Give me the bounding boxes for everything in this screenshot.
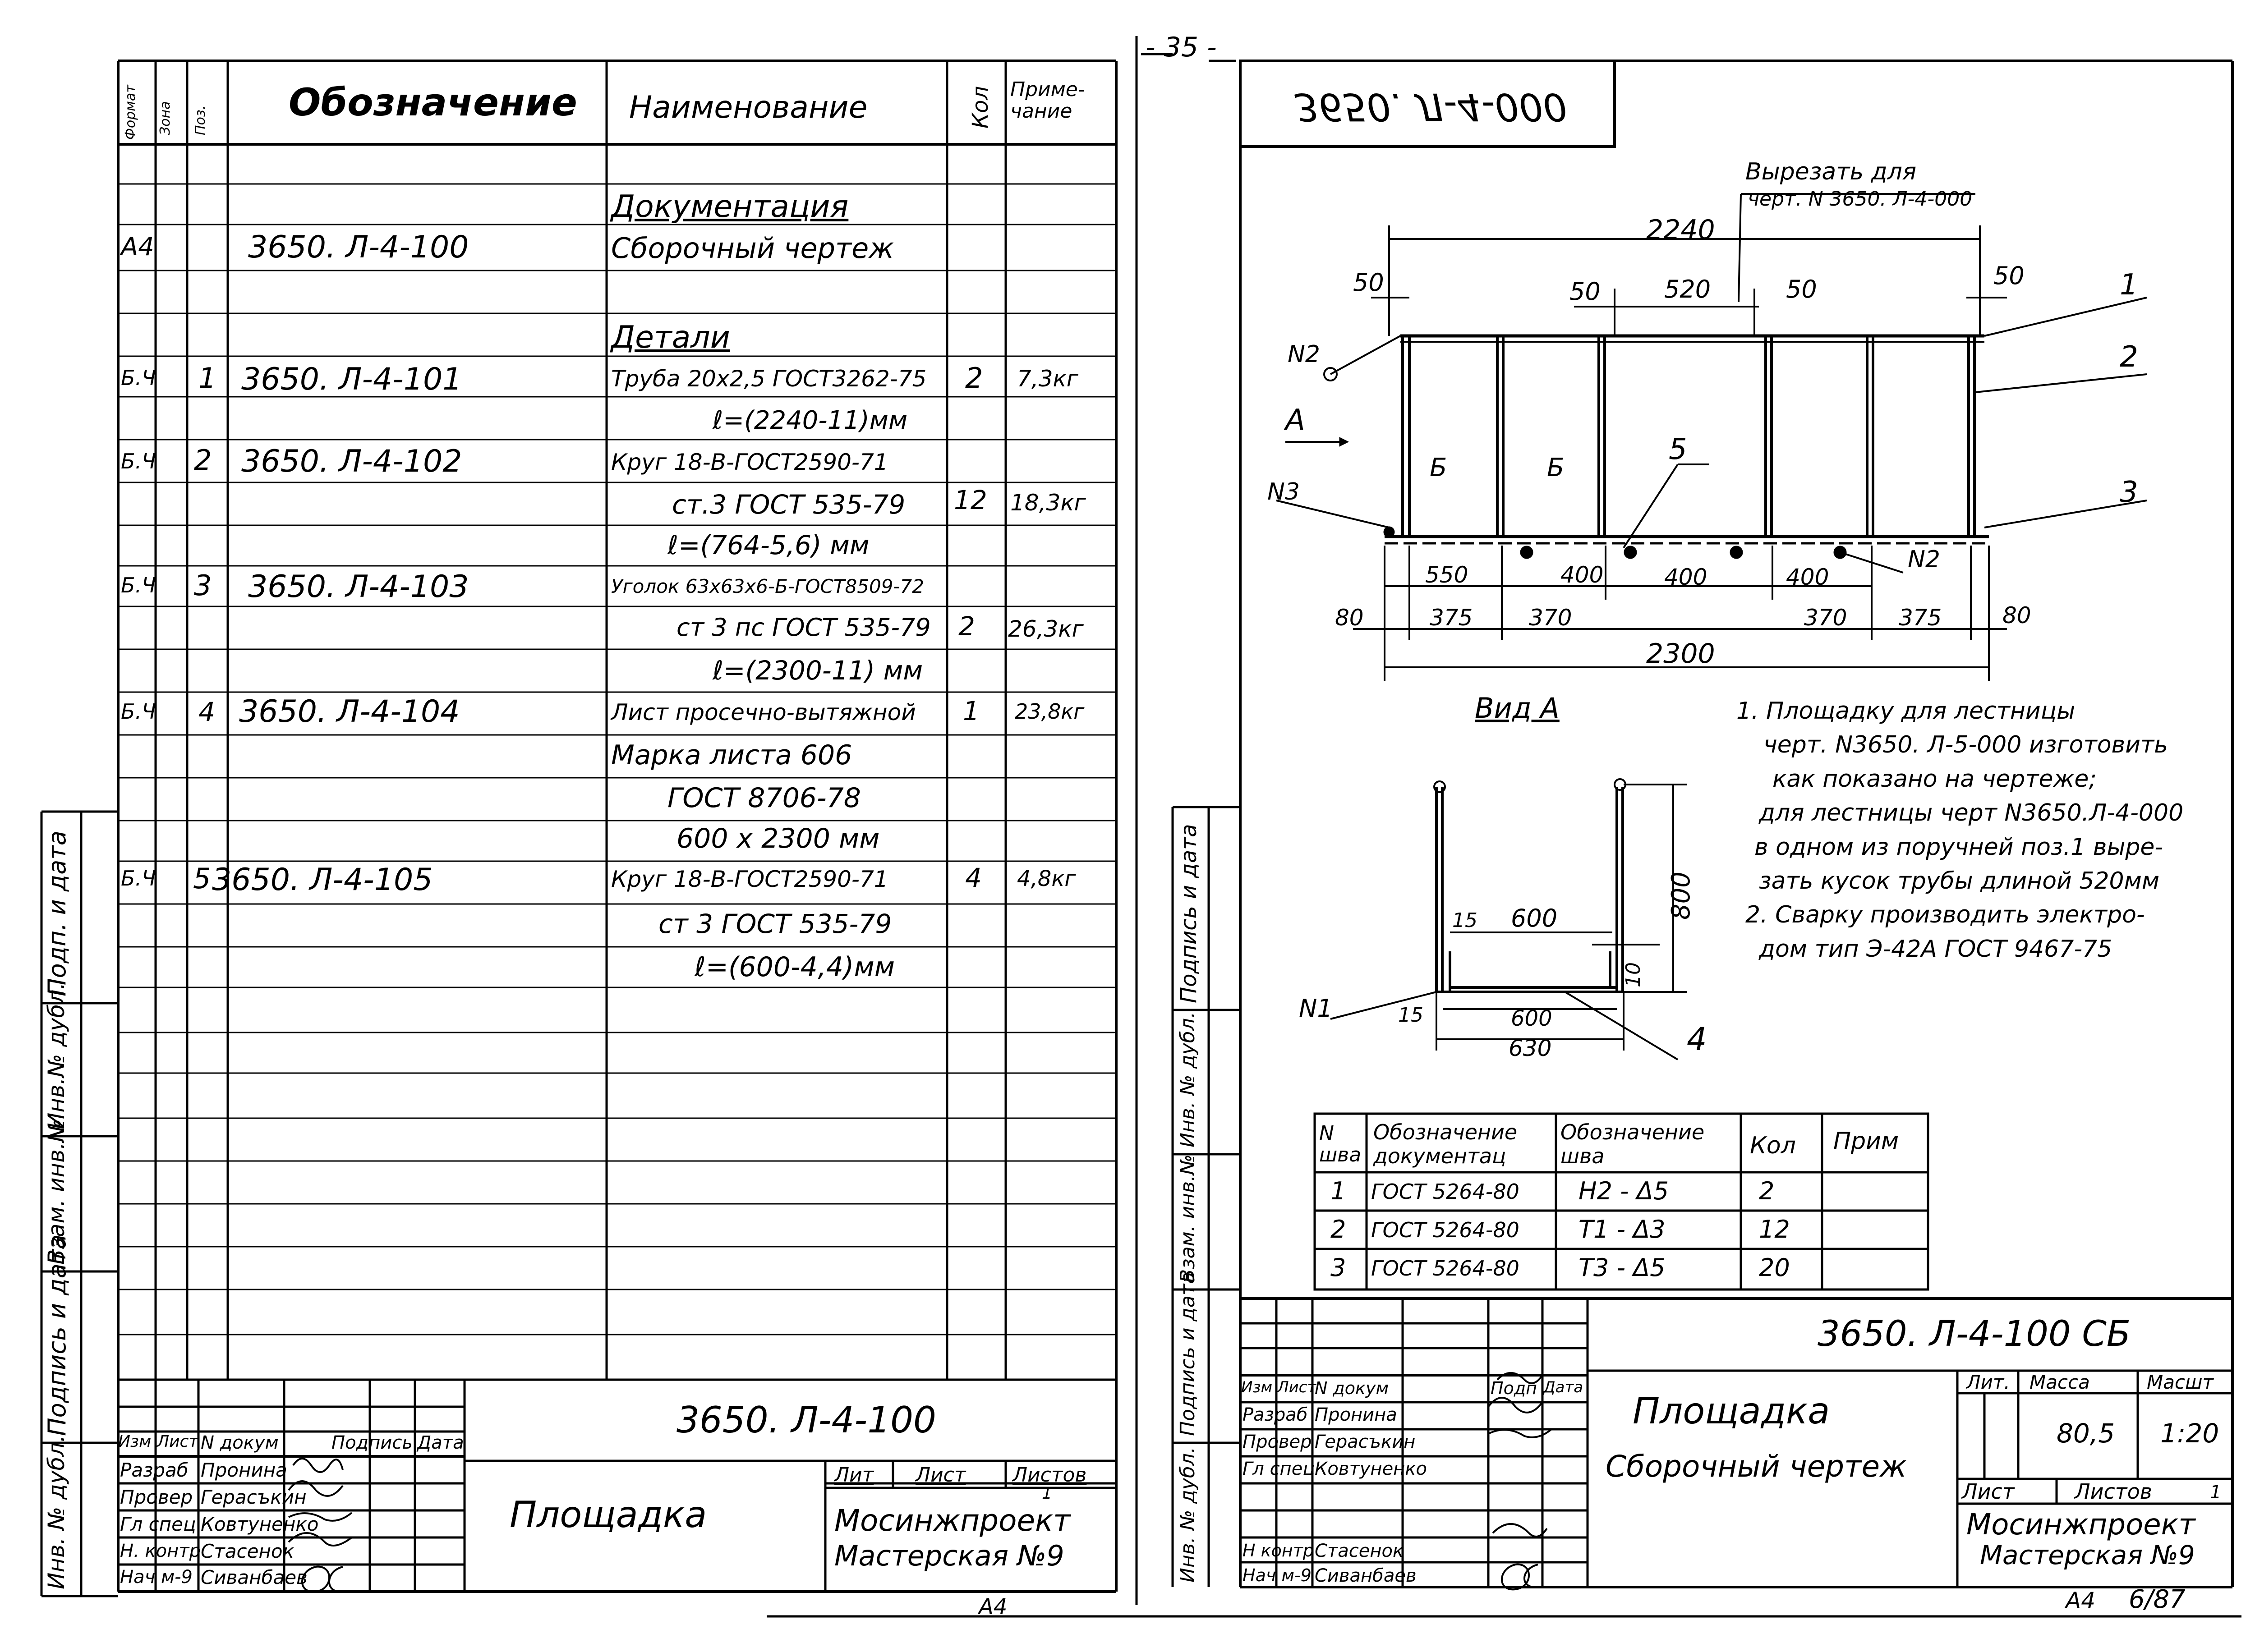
view-a-title: Вид А <box>1475 692 1560 725</box>
row-qty: 12 <box>954 485 987 515</box>
rtb-mass-value: 80,5 <box>2057 1418 2115 1449</box>
row-designation: 3650. Л-4-104 <box>239 694 460 730</box>
weld-cell: Н2 - Δ5 <box>1578 1177 1669 1205</box>
weld-cell: 2 <box>1330 1215 1346 1244</box>
dim-b550: 550 <box>1425 562 1468 588</box>
tb-format: А4 <box>979 1594 1008 1620</box>
row-note: 7,3кг <box>1017 366 1078 392</box>
tb-person: Герасъкин <box>201 1486 307 1508</box>
rtb-role: Н контр <box>1243 1541 1314 1560</box>
row-designation: 3650. Л-4-103 <box>248 569 469 605</box>
row-pos: 2 <box>194 444 212 477</box>
rtb-role: Разраб <box>1243 1404 1308 1425</box>
row-pos: 5 <box>193 862 211 895</box>
tb-org1: Мосинжпроект <box>834 1503 1071 1538</box>
rtb-lit: Лит. <box>1966 1371 2010 1393</box>
rtb-col: Лист <box>1277 1378 1316 1396</box>
tb-org2: Мастерская №9 <box>834 1539 1064 1572</box>
label-b2: Б <box>1547 453 1565 482</box>
weld-head-doc: Обозначение документац <box>1373 1120 1518 1168</box>
tb-person: Пронина <box>201 1459 287 1481</box>
tb-lit: Лит <box>834 1464 874 1487</box>
side-stamp-podp: Подп. и дата <box>43 831 71 996</box>
tb-role: Разраб <box>120 1459 189 1481</box>
dim-b400c: 400 <box>1786 564 1829 590</box>
label-p5: 5 <box>1669 433 1687 466</box>
right-stamp: Инв. № дубл. <box>1176 1446 1199 1583</box>
side-stamp-inv: Инв. № дубл. <box>43 1435 69 1589</box>
row-qty: 2 <box>958 611 975 642</box>
dim-v600: 600 <box>1511 904 1558 932</box>
row-designation: 3650. Л-4-102 <box>241 444 462 479</box>
row-name: ст.3 ГОСТ 535-79 <box>672 489 906 520</box>
weld-cell: Т3 - Δ5 <box>1578 1253 1666 1282</box>
row-format: Б.Ч <box>121 699 156 724</box>
tb-sheets: Листов <box>1012 1464 1087 1487</box>
row-qty: 1 <box>963 696 980 726</box>
weld-cell: ГОСТ 5264-80 <box>1371 1218 1519 1242</box>
rtb-scale-value: 1:20 <box>2160 1418 2219 1449</box>
dim-v800: 800 <box>1666 872 1696 920</box>
label-p2: 2 <box>2120 340 2138 374</box>
rtb-title: Площадка <box>1633 1390 1830 1432</box>
dim-c50a: 50 <box>1569 277 1601 306</box>
cut-note-1: Вырезать для <box>1745 158 1917 185</box>
weld-head-seam: Обозначение шва <box>1560 1120 1705 1168</box>
rtb-person: Ковтуненко <box>1315 1459 1427 1479</box>
dim-c50b: 50 <box>1786 275 1817 303</box>
page-number: - 35 - <box>1146 32 1217 63</box>
note-line: в одном из поручней поз.1 выре- <box>1754 833 2163 861</box>
right-stamp: Инв. № дубл. <box>1176 1011 1199 1147</box>
rtb-code: 3650. Л-4-100 СБ <box>1818 1314 2131 1354</box>
row-name: Сборочный чертеж <box>611 232 894 265</box>
dim-b80a: 80 <box>1335 605 1364 631</box>
weld-head-n: N шва <box>1319 1122 1362 1167</box>
row-name: Уголок 63х63х6-Б-ГОСТ8509-72 <box>611 575 924 597</box>
row-pos: 3 <box>194 569 212 602</box>
row-name: Лист просечно-вытяжной <box>611 699 916 725</box>
header-pos: Поз. <box>193 105 208 135</box>
dim-b80b: 80 <box>2002 602 2031 629</box>
row-name: ГОСТ 8706-78 <box>667 782 861 814</box>
rtb-page: 6/87 <box>2129 1585 2186 1614</box>
label-n2: N2 <box>1288 341 1320 368</box>
tb-ndok: N докум <box>201 1432 279 1453</box>
header-note: Приме-чание <box>1010 78 1085 123</box>
side-stamp-inv-dubl: Инв.№ дубл. <box>43 982 69 1129</box>
weld-cell: ГОСТ 5264-80 <box>1371 1179 1519 1204</box>
row-name: 600 х 2300 мм <box>676 823 880 854</box>
row-designation: 3650. Л-4-101 <box>241 362 462 397</box>
cut-note-2: черт. N 3650. Л-4-000 <box>1748 188 1973 211</box>
dim-b400a: 400 <box>1560 562 1604 588</box>
tb-role: Нач м-9 <box>120 1567 193 1588</box>
weld-cell: 12 <box>1759 1215 1790 1244</box>
header-format: Формат <box>123 85 138 140</box>
rtb-col: Подп <box>1491 1378 1537 1398</box>
header-qty: Кол <box>968 86 993 128</box>
rtb-scale: Масшт <box>2147 1371 2214 1393</box>
title-block-title: Площадка <box>510 1494 707 1536</box>
row-name: ст 3 ГОСТ 535-79 <box>658 909 892 939</box>
tb-role: Н. контр <box>120 1541 201 1561</box>
row-name: ℓ=(2300-11) мм <box>713 655 923 686</box>
rtb-col: N докум <box>1315 1378 1389 1398</box>
row-name: ℓ=(600-4,4)мм <box>695 951 895 983</box>
row-qty: 2 <box>965 362 983 395</box>
rtb-sheets-count: 1 <box>2210 1482 2222 1503</box>
row-note: 4,8кг <box>1017 866 1076 891</box>
dim-b375b: 375 <box>1899 605 1942 631</box>
dim-l50: 50 <box>1353 268 1384 297</box>
row-name: ℓ=(2240-11)мм <box>713 406 908 435</box>
note-line: для лестницы черт N3650.Л-4-000 <box>1759 799 2184 827</box>
rtb-org1: Мосинжпроект <box>1966 1508 2195 1542</box>
notes-block <box>1736 694 2183 966</box>
note-line: черт. N3650. Л-5-000 изготовить <box>1763 731 2168 759</box>
side-stamp-podpis: Подпись и дата <box>43 1234 71 1436</box>
rtb-subtitle: Сборочный чертеж <box>1606 1449 1907 1484</box>
note-line: дом тип Э-42А ГОСТ 9467-75 <box>1759 935 2112 963</box>
left-sheet-frame <box>118 61 1116 1592</box>
tb-sheets-count: 1 <box>1042 1484 1052 1503</box>
rtb-role: Нач м-9 <box>1243 1565 1312 1585</box>
row-designation: 3650. Л-4-105 <box>212 862 433 898</box>
right-stamp: Подпись и дата <box>1176 824 1201 1003</box>
weld-cell: 1 <box>1330 1177 1346 1205</box>
rtb-role: Провер <box>1243 1432 1312 1452</box>
header-designation: Обозначение <box>289 80 577 124</box>
weld-cell: 3 <box>1330 1253 1346 1282</box>
row-name: Круг 18-В-ГОСТ2590-71 <box>611 449 888 475</box>
row-name: Марка листа 606 <box>611 739 852 771</box>
view-a <box>1330 779 1687 1060</box>
rtb-sheets: Листов <box>2075 1479 2152 1504</box>
row-note: 26,3кг <box>1008 616 1084 642</box>
tb-person: Стасенок <box>201 1540 294 1562</box>
rtb-col: Изм <box>1241 1378 1273 1396</box>
row-format: Б.Ч <box>121 573 156 597</box>
weld-head-note: Прим <box>1833 1128 1899 1155</box>
note-line: 1. Площадку для лестницы <box>1736 698 2076 725</box>
section-details: Детали <box>611 320 730 355</box>
right-stamp: Взам. инв.№ <box>1176 1154 1199 1283</box>
rtb-format: А4 <box>2066 1588 2096 1614</box>
header-zone: Зона <box>157 101 173 135</box>
label-n2b: N2 <box>1908 546 1940 573</box>
dim-v600b: 600 <box>1511 1006 1552 1031</box>
rtb-col: Дата <box>1543 1378 1583 1396</box>
section-docs: Документация <box>611 189 849 225</box>
mirror-code: 3650. Л-4-000 <box>1294 85 1567 129</box>
dim-v15b: 15 <box>1398 1004 1423 1027</box>
label-p1: 1 <box>2120 268 2138 302</box>
dim-b375a: 375 <box>1430 605 1473 631</box>
label-p4: 4 <box>1687 1021 1707 1058</box>
rtb-person: Сиванбаев <box>1315 1565 1417 1586</box>
row-qty: 4 <box>965 863 982 893</box>
dim-b370b: 370 <box>1804 605 1847 631</box>
tb-role: Провер <box>120 1486 193 1508</box>
dim-v15a: 15 <box>1452 909 1477 932</box>
tb-person: Ковтуненко <box>201 1513 319 1535</box>
row-format: Б.Ч <box>121 866 156 890</box>
weld-cell: Т1 - Δ3 <box>1578 1215 1666 1244</box>
right-stamp: Подпись и дата <box>1176 1271 1199 1436</box>
row-name: ст 3 пс ГОСТ 535-79 <box>676 613 931 642</box>
rtb-mass: Масса <box>2030 1371 2090 1393</box>
dim-top: 2240 <box>1646 214 1715 246</box>
row-pos: 1 <box>198 362 216 395</box>
rtb-sheet: Лист <box>1962 1479 2015 1504</box>
row-name: Круг 18-В-ГОСТ2590-71 <box>611 866 888 892</box>
row-name: Труба 20х2,5 ГОСТ3262-75 <box>611 366 927 392</box>
label-a: А <box>1285 404 1305 437</box>
row-note: 23,8кг <box>1015 699 1085 724</box>
dim-c520: 520 <box>1664 275 1711 303</box>
note-line: как показано на чертеже; <box>1772 765 2097 793</box>
dim-bottom: 2300 <box>1646 638 1715 670</box>
rtb-org2: Мастерская №9 <box>1980 1540 2195 1570</box>
tb-person: Сиванбаев <box>201 1566 308 1588</box>
label-b1: Б <box>1430 453 1447 482</box>
dim-v10: 10 <box>1622 962 1645 987</box>
tb-izm: Изм <box>118 1432 152 1451</box>
row-format: А4 <box>121 232 154 262</box>
weld-head-qty: Кол <box>1750 1132 1796 1159</box>
rtb-role: Гл спец <box>1243 1459 1315 1479</box>
label-p3: 3 <box>2120 476 2138 509</box>
tb-podp: Подпись <box>331 1432 413 1453</box>
row-pos: 4 <box>198 697 215 727</box>
weld-cell: 2 <box>1759 1177 1775 1205</box>
note-line: 2. Сварку производить электро- <box>1745 901 2145 929</box>
row-name: ℓ=(764-5,6) мм <box>667 530 870 560</box>
row-note: 18,3кг <box>1010 490 1086 516</box>
row-format: Б.Ч <box>121 449 156 473</box>
header-name: Наименование <box>629 90 868 125</box>
weld-cell: ГОСТ 5264-80 <box>1371 1256 1519 1280</box>
side-stamp-vzam: Взам. инв.№ <box>43 1119 69 1265</box>
dim-v630: 630 <box>1509 1035 1552 1061</box>
weld-cell: 20 <box>1759 1253 1790 1282</box>
tb-role: Гл спец <box>120 1513 196 1535</box>
row-designation: 3650. Л-4-100 <box>248 229 469 265</box>
label-n3: N3 <box>1267 478 1300 505</box>
dim-b370a: 370 <box>1529 605 1572 631</box>
row-format: Б.Ч <box>121 366 156 390</box>
title-block-code: 3650. Л-4-100 <box>676 1399 936 1441</box>
tb-sheet: Лист <box>916 1464 966 1487</box>
rtb-person: Стасенок <box>1315 1541 1404 1561</box>
tb-list: Лист <box>157 1432 198 1451</box>
rtb-person: Пронина <box>1315 1404 1397 1425</box>
label-n1: N1 <box>1299 994 1333 1023</box>
tb-data: Дата <box>417 1432 464 1453</box>
dim-r50: 50 <box>1993 262 2025 290</box>
dim-b400b: 400 <box>1664 564 1707 590</box>
rtb-person: Герасъкин <box>1315 1432 1416 1452</box>
note-line: зать кусок трубы длиной 520мм <box>1759 867 2160 895</box>
